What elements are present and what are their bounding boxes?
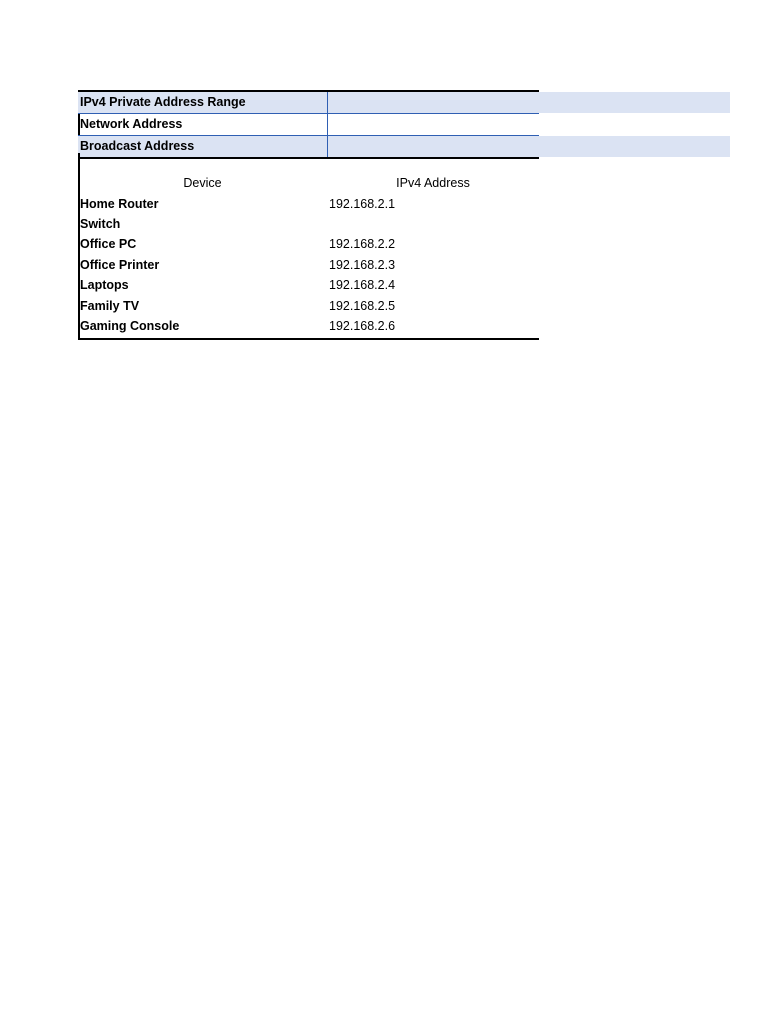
info-value-private-range[interactable] — [327, 92, 540, 113]
table-row — [78, 276, 539, 297]
device-name: Gaming Console — [80, 319, 180, 333]
column-header-ipv4-address: IPv4 Address — [396, 176, 470, 190]
info-label-private-range: IPv4 Private Address Range — [80, 95, 246, 109]
info-label-broadcast-address: Broadcast Address — [80, 139, 195, 153]
device-ip[interactable]: 192.168.2.5 — [329, 299, 396, 313]
table-row — [78, 235, 539, 256]
column-header-device: Device — [183, 176, 222, 190]
device-ip[interactable]: 192.168.2.2 — [329, 237, 396, 251]
device-ip[interactable]: 192.168.2.1 — [329, 197, 396, 211]
table-row — [78, 297, 539, 318]
table-row — [78, 195, 539, 216]
info-label-network-address: Network Address — [80, 117, 183, 131]
device-name: Home Router — [80, 197, 159, 211]
device-name: Family TV — [80, 299, 140, 313]
device-name: Switch — [80, 217, 121, 231]
device-name: Office Printer — [80, 258, 160, 272]
info-row-private-range — [78, 92, 539, 114]
info-row-network-address — [78, 114, 539, 136]
device-name: Office PC — [80, 237, 137, 251]
info-value-network-address[interactable] — [327, 114, 540, 135]
network-info-table — [78, 90, 539, 159]
device-address-table — [78, 153, 539, 340]
device-ip[interactable]: 192.168.2.3 — [329, 258, 396, 272]
device-ip[interactable]: 192.168.2.6 — [329, 319, 396, 333]
table-row — [78, 256, 539, 277]
table-row — [78, 215, 539, 236]
device-ip[interactable]: 192.168.2.4 — [329, 278, 396, 292]
device-name: Laptops — [80, 278, 129, 292]
table-row — [78, 317, 539, 338]
